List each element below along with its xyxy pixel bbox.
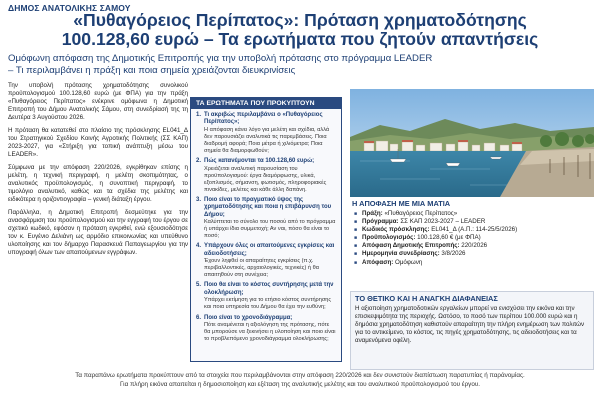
question-number: 1. bbox=[196, 112, 202, 118]
glance-key: Πράξη: bbox=[362, 210, 383, 217]
glance-title: Η ΑΠΟΦΑΣΗ ΜΕ ΜΙΑ ΜΑΤΙΑ bbox=[352, 199, 451, 208]
question-answer: Χρειάζεται αναλυτική παρουσίαση του προϋπολογισμού: έργα διαμόρφωσης, υλικά, εξοπλισμός, σήμανση, φωτισμός, πληροφοριακές πινακίδες, μελέτες και κάθε άλλη δαπάνη. bbox=[204, 165, 327, 193]
transparency-text: Η αξιοποίηση χρηματοδοτικών εργαλείων μπορεί να ενισχύσει την εικόνα και την επισκεψιμότητα της περιοχής. Ωστόσο, το ποσό των περίπου 100.000 ευρώ και η δημόσια χρηματοδότηση καθιστούν απαραίτητη την πλήρη ενημέρωση των πολιτών για το αντικείμενο, το κόστος, τις πηγές χρηματοδότησης, τις αδειοδοτήσεις και τα αναμενόμενα οφέλη. bbox=[355, 305, 585, 344]
glance-item bbox=[350, 226, 594, 234]
question-number: 2. bbox=[196, 158, 202, 165]
question-answer: Υπάρχει εκτίμηση για το ετήσιο κόστος συντήρησης και ποια υπηρεσία του Δήμου θα έχει την ευθύνη; bbox=[204, 297, 332, 311]
headline-line-1: «Πυθαγόρειος Περίπατος»: Πρόταση χρηματοδότησης bbox=[73, 10, 527, 30]
glance-value: «Πυθαγόρειος Περίπατος» bbox=[384, 210, 458, 217]
question-answer: Έχουν ληφθεί οι απαραίτητες εγκρίσεις (π.χ. περιβαλλοντικές, αρχαιολογικές, τεχνικές) ή θα απαιτηθούν στη συνέχεια; bbox=[204, 258, 319, 279]
questions-list bbox=[191, 109, 341, 343]
decision-at-a-glance bbox=[350, 199, 594, 267]
glance-key: Απόφαση: bbox=[362, 258, 394, 266]
subhead-line-1: Ομόφωνη απόφαση της Δημοτικής Επιτροπής για την υποβολή πρότασης στο πρόγραμμα LEADER bbox=[8, 53, 433, 64]
glance-value: EL041_Δ (Α.Π.: 114-25/5/2026) bbox=[431, 226, 518, 234]
transparency-box bbox=[350, 291, 594, 370]
question-answer: Πότε αναμένεται η αξιολόγηση της πρότασης, πότε θα μπορούσε να ξεκινήσει η υλοποίηση και ποιο είναι το προβλεπόμενο χρονοδιάγραμμα ολοκλήρωσης; bbox=[204, 321, 336, 342]
headline bbox=[0, 11, 600, 49]
questions-box bbox=[190, 97, 342, 362]
question-answer: Καλύπτεται το σύνολο του ποσού από το πρόγραμμα ή υπάρχει ίδια συμμετοχή; Αν ναι, πόσο θα είναι το ποσό; bbox=[204, 219, 336, 240]
questions-box-header: ΤΑ ΕΡΩΤΗΜΑΤΑ ΠΟΥ ΠΡΟΚΥΠΤΟΥΝ bbox=[191, 98, 341, 109]
footer-note bbox=[0, 372, 600, 389]
glance-item bbox=[350, 218, 594, 226]
article-paragraph: Παράλληλα, η Δημοτική Επιτροπή δεσμεύτηκε για την ανασφάρμιση του προϋπολογισμού και την εγγραφή του έργου σε σχετικό κωδικό, εφόσον η πρόταση εγκριθεί, ενώ εξουσιοδότησε τον κ. Ευγένιο Δελιάνη ως αρμόδιο επικοινωνίας και υπεύθυνο υλοποίησης και τον δήμαρχο Παρασκευά Παπαγεωργίου για την υπογραφή όλων των απαιτούμενων εγγράφων. bbox=[8, 208, 188, 257]
glance-value: 220/2026 bbox=[461, 242, 488, 250]
subhead bbox=[8, 53, 596, 77]
question-text: Ποιο είναι το πραγματικό ύψος της χρηματοδότησης και ποια η επιβάρυνση του Δήμου; bbox=[204, 196, 332, 218]
harbor-photo-illustration bbox=[350, 89, 594, 197]
footer-line-2: Για πλήρη εικόνα απαιτείται η δημοσιοποίηση και εξέταση της αναλυτικής μελέτης και του αναλυτικού προϋπολογισμού του έργου. bbox=[119, 380, 481, 388]
article-paragraph: Την υποβολή πρότασης χρηματοδότησης συνολικού προϋπολογισμού 100.128,60 ευρώ (με ΦΠΑ) για την πράξη «Πυθαγόρειος Περίπατος» ενέκρινε ομόφωνα η Δημοτική Επιτροπή του Δήμου Ανατολικής Σάμου, στη συνεδρίασή της τη Δευτέρα 3 Αυγούστου 2026. bbox=[8, 82, 188, 122]
question-item bbox=[196, 158, 336, 193]
glance-item bbox=[350, 242, 594, 250]
question-text: Ποιο είναι το χρονοδιάγραμμα; bbox=[204, 314, 293, 321]
question-text: Ποιο θα είναι το κόστος συντήρησης μετά την ολοκλήρωση; bbox=[204, 282, 334, 296]
question-item bbox=[196, 243, 336, 279]
question-number: 5. bbox=[196, 282, 202, 289]
glance-value: ΣΣ ΚΑΠ 2023-2027 – LEADER bbox=[400, 218, 486, 226]
question-number: 4. bbox=[196, 243, 202, 250]
question-answer: Η απόφαση κάνει λόγο για μελέτη και σχέδια, αλλά δεν παρουσιάζει αναλυτικά τις παρεμβάσεις. Ποια διαδρομή αφορά; Ποια μέτρα ή χιλιόμετρα; Ποια σημεία θα διαμορφωθούν; bbox=[204, 126, 330, 154]
question-item bbox=[196, 315, 336, 343]
question-text: Πώς κατανέμονται τα 100.128,60 ευρώ; bbox=[204, 158, 315, 165]
question-item bbox=[196, 112, 336, 155]
glance-key: Προϋπολογισμός: bbox=[362, 234, 416, 242]
glance-item bbox=[350, 259, 594, 267]
subhead-line-2: – Τι περιλαμβάνει η πράξη και ποια σημεία χρειάζονται διευκρινίσεις bbox=[8, 65, 296, 76]
glance-item bbox=[350, 234, 594, 242]
glance-key: Πρόγραμμα: bbox=[362, 218, 399, 226]
article-paragraph: Σύμφωνα με την απόφαση 220/2026, εγκρίθηκαν επίσης η μελέτη, η τεχνική περιγραφή, η μελέτη σκοπιμότητας, ο αναλυτικός προϋπολογισμός, η συνοπτική περιγραφή, το τιμολόγιο αναλυτικό, καθώς και τα σχέδια της μελέτης και ειδικότερα η οριζοντιογραφία – γενική διάταξη έργου. bbox=[8, 163, 188, 204]
article-body bbox=[8, 82, 188, 262]
glance-key: Ημερομηνία συνεδρίασης: bbox=[362, 250, 440, 258]
kicker: ΔΗΜΟΣ ΑΝΑΤΟΛΙΚΗΣ ΣΑΜΟΥ bbox=[8, 3, 131, 13]
harbor-photo bbox=[350, 89, 594, 197]
glance-list bbox=[350, 210, 594, 267]
question-text: Τι ακριβώς περιλαμβάνει ο «Πυθαγόρειος Περίπατος»; bbox=[204, 112, 323, 126]
glance-item bbox=[350, 250, 594, 258]
glance-value: Ομόφωνη bbox=[395, 258, 423, 266]
question-number: 6. bbox=[196, 314, 202, 321]
article-paragraph: Η πρόταση θα κατατεθεί στο πλαίσιο της πρόσκλησης EL041_Δ του Στρατηγικού Σχεδίου Κοινής Αγροτικής Πολιτικής (ΣΣ ΚΑΠ) 2023-2027, για «Στήριξη για τοπική ανάπτυξη μέσω του LEADER». bbox=[8, 126, 188, 159]
transparency-title: ΤΟ ΘΕΤΙΚΟ ΚΑΙ Η ΑΝΑΓΚΗ ΔΙΑΦΑΝΕΙΑΣ bbox=[355, 294, 498, 303]
question-item bbox=[196, 282, 336, 311]
headline-line-2: 100.128,60 ευρώ – Τα ερωτήματα που ζητούν απαντήσεις bbox=[61, 29, 539, 49]
question-text: Υπάρχουν όλες οι απαιτούμενες εγκρίσεις και αδειοδοτήσεις; bbox=[204, 243, 335, 257]
glance-key: Απόφαση Δημοτικής Επιτροπής: bbox=[362, 242, 460, 250]
glance-value: 100.128,60 € (με ΦΠΑ) bbox=[417, 234, 481, 242]
glance-item bbox=[350, 210, 594, 218]
footer-line-1: Τα παραπάνω ερωτήματα προκύπτουν από τα στοιχεία που περιλαμβάνονται στην απόφαση 220/2026 και δεν συνιστούν διαπίστωση παρατυπίας ή παράνομίας. bbox=[75, 372, 525, 379]
question-number: 3. bbox=[196, 196, 202, 203]
glance-key: Κωδικός πρόσκλησης: bbox=[362, 226, 430, 234]
glance-value: 3/8/2026 bbox=[441, 250, 466, 258]
question-item bbox=[196, 197, 336, 240]
